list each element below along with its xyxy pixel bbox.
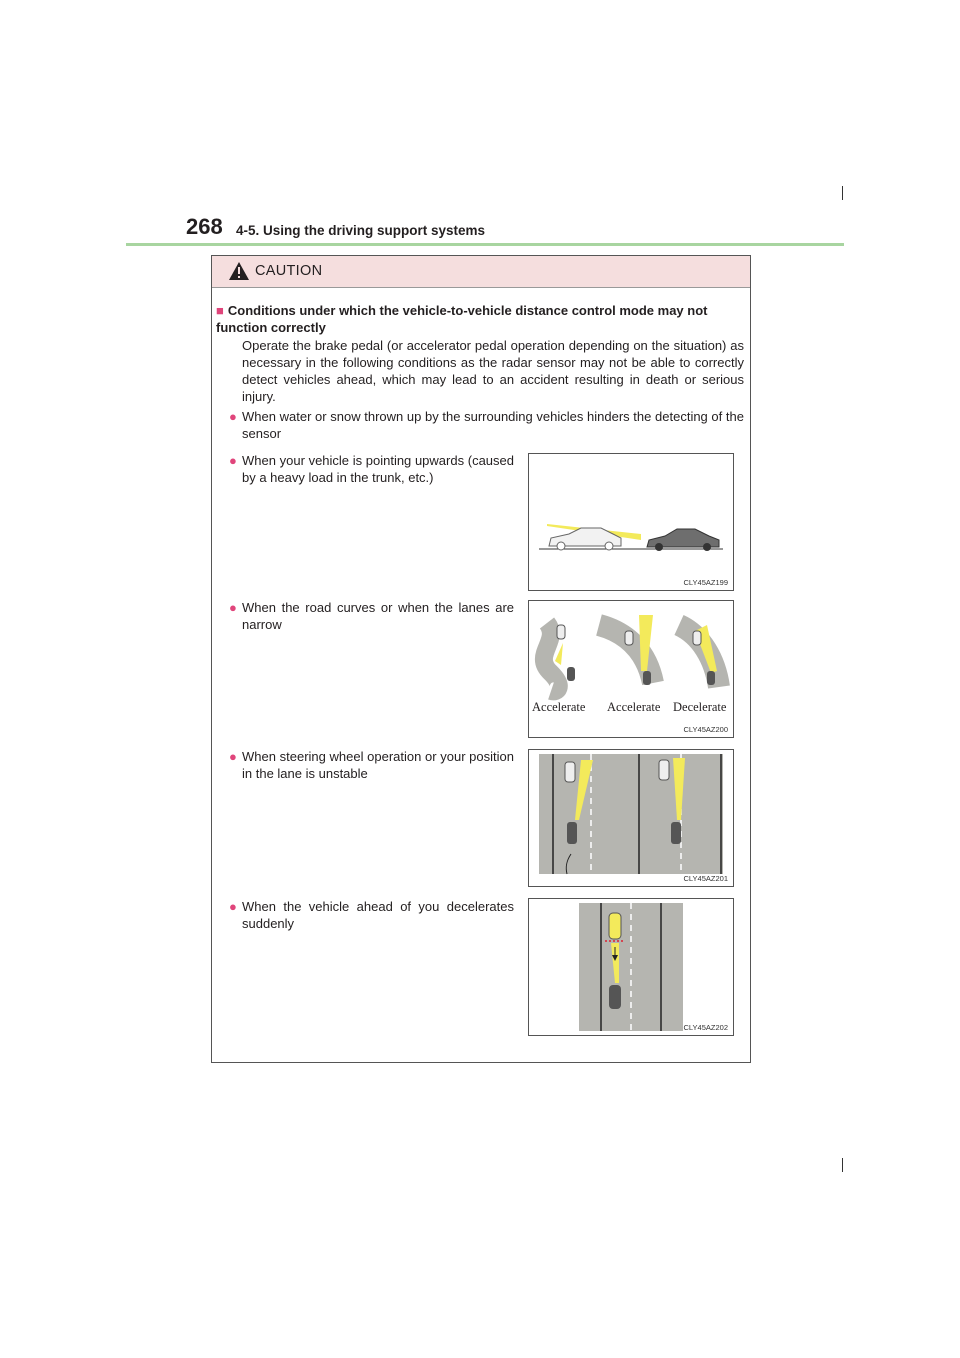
circle-bullet-icon: ● [229,749,237,764]
caution-body: Operate the brake pedal (or accelerator pedal operation depending on the situation) as necessary in the following conditions as the radar sensor may not be able to correctly detect vehicles ahead, which may lead to an accident resulting in death or serious injury. [242,338,744,404]
figure-label: Accelerate [607,700,661,714]
bullet-item: ● When your vehicle is pointing upwards (caused by a heavy load in the trunk, etc.) [229,453,514,485]
crop-mark [842,1158,843,1172]
page-number: 268 [186,214,223,239]
caution-header [212,256,750,288]
warning-triangle-icon [229,262,249,280]
figure-sudden-deceleration [528,898,734,1036]
caution-box [211,255,751,1063]
figure-label: Accelerate [532,700,586,714]
circle-bullet-icon: ● [229,453,237,468]
caution-label: CAUTION [255,263,323,279]
circle-bullet-icon: ● [229,409,237,424]
circle-bullet-icon: ● [229,899,237,914]
figure-road-curves [528,600,734,738]
square-bullet-icon: ■ [216,303,224,318]
bullet-item: ● When steering wheel operation or your position in the lane is unstable [229,749,514,781]
bullet-item: ● When the vehicle ahead of you decelerates suddenly [229,899,514,931]
circle-bullet-icon: ● [229,600,237,615]
figure-code: CLY45AZ200 [683,725,728,734]
figure-code: CLY45AZ199 [683,578,728,587]
figure-code: CLY45AZ201 [683,874,728,883]
bullet-item: ● When the road curves or when the lanes are narrow [229,600,514,632]
crop-mark [842,186,843,200]
caution-heading: ■ Conditions under which the vehicle-to-vehicle distance control mode may not function correctly [216,303,708,335]
section-title: 4-5. Using the driving support systems [236,223,486,238]
figure-unstable-lane-position [528,749,734,887]
figure-vehicle-pointing-upwards [528,453,734,591]
figure-label: Decelerate [673,700,727,714]
bullet-item: ● When water or snow thrown up by the surrounding vehicles hinders the detecting of the sensor [229,409,744,441]
header-rule [126,243,844,246]
figure-code: CLY45AZ202 [683,1023,728,1032]
